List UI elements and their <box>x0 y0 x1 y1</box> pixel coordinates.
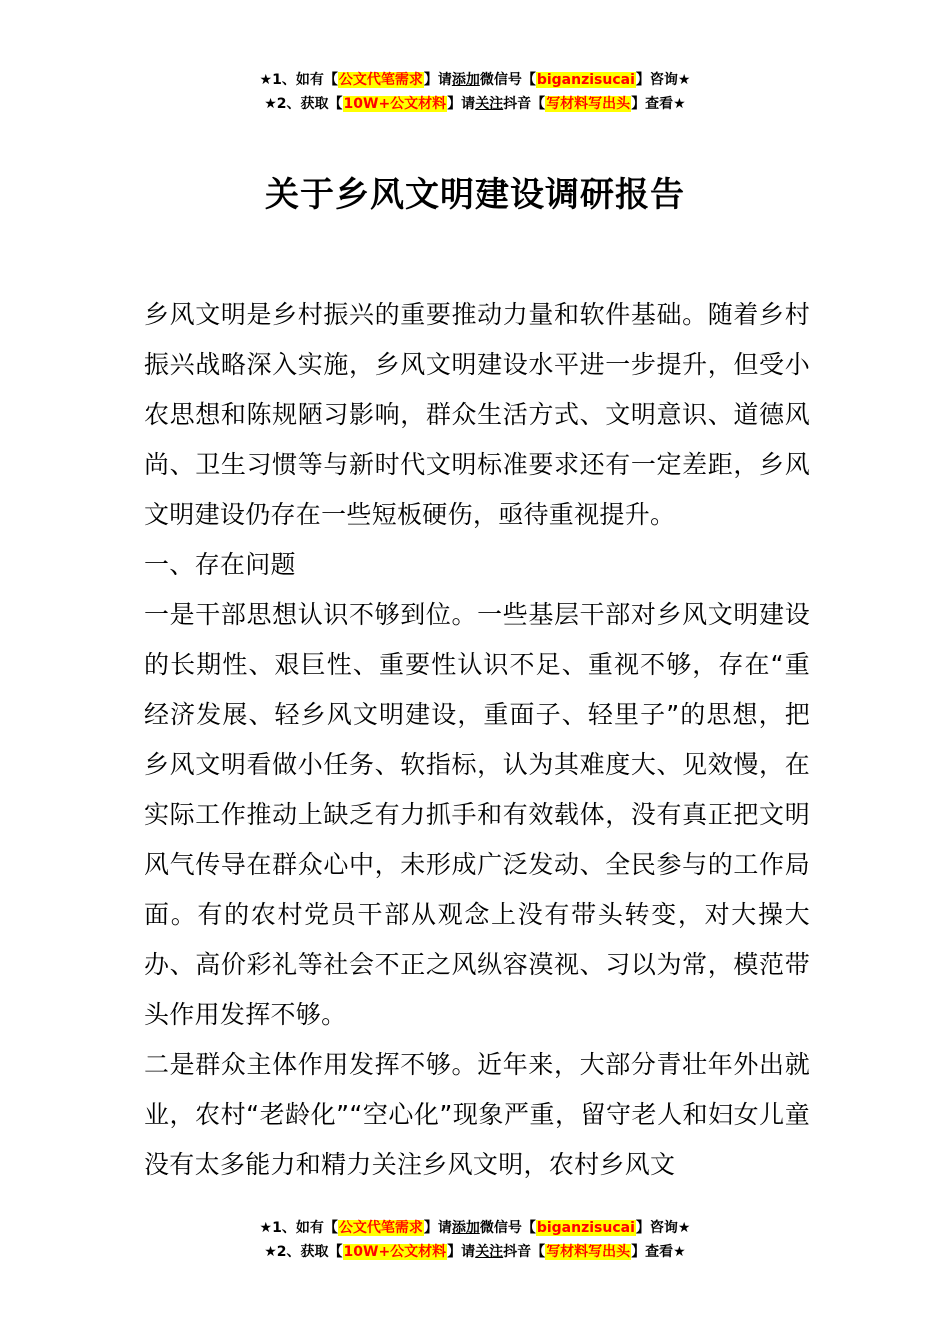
footer-banner-line-2 <box>0 1240 950 1264</box>
footer-l1-mid2: 微信号【 <box>479 1220 536 1236</box>
footer-l2-prefix: ★2、获取【 <box>264 1244 343 1260</box>
footer-l2-mid1: 】请 <box>447 1244 476 1260</box>
section-heading-problems: 一、存在问题 <box>144 550 296 579</box>
header-l2-prefix: ★2、获取【 <box>264 96 343 112</box>
footer-l2-highlight-douyin: 写材料写出头 <box>546 1244 631 1260</box>
footer-l2-mid2: 抖音【 <box>503 1244 546 1260</box>
header-l1-suffix: 】咨询★ <box>635 72 691 88</box>
header-l1-prefix: ★1、如有【 <box>259 72 338 88</box>
header-l2-emph: 关注 <box>475 96 504 112</box>
header-l1-highlight-service: 公文代笔需求 <box>338 72 423 88</box>
footer-l2-suffix: 】查看★ <box>631 1244 686 1260</box>
header-l1-emph: 添加 <box>451 72 480 88</box>
footer-banner-line-1 <box>0 1216 950 1240</box>
header-l2-highlight-materials: 10W+公文材料 <box>343 96 447 112</box>
header-l2-mid1: 】请 <box>447 96 476 112</box>
intro-paragraph: 乡风文明是乡村振兴的重要推动力量和软件基础。随着乡村振兴战略深入实施，乡风文明建设水平进一步提升，但受小农思想和陈规陋习影响，群众生活方式、文明意识、道德风尚、卫生习惯等与新时代文明标准要求还有一定差距，乡风文明建设仍存在一些短板硬伤，亟待重视提升。 <box>144 300 810 529</box>
header-l1-mid2: 微信号【 <box>479 72 536 88</box>
header-banner-line-1 <box>0 68 950 92</box>
footer-l1-highlight-service: 公文代笔需求 <box>338 1220 423 1236</box>
header-l1-highlight-wechat: biganzisucai <box>536 72 635 88</box>
header-l2-highlight-douyin: 写材料写出头 <box>546 96 631 112</box>
document-title: 关于乡风文明建设调研报告 <box>265 174 685 215</box>
header-banner <box>0 68 950 116</box>
footer-banner <box>0 1216 950 1264</box>
header-l1-mid1: 】请 <box>423 72 452 88</box>
footer-l1-highlight-wechat: biganzisucai <box>536 1220 635 1236</box>
header-l2-mid2: 抖音【 <box>503 96 546 112</box>
problem-point-1: 一是干部思想认识不够到位。一些基层干部对乡风文明建设的长期性、艰巨性、重要性认识不足、重视不够，存在“重经济发展、轻乡风文明建设，重面子、轻里子”的思想，把乡风文明看做小任务、软指标，认为其难度大、见效慢，在实际工作推动上缺乏有力抓手和有效载体，没有真正把文明风气传导在群众心中，未形成广泛发动、全民参与的工作局面。有的农村党员干部从观念上没有带头转变，对大操大办、高价彩礼等社会不正之风纵容漠视、习以为常，模范带头作用发挥不够。 <box>144 600 810 1029</box>
footer-l1-emph: 添加 <box>451 1220 480 1236</box>
footer-l2-highlight-materials: 10W+公文材料 <box>343 1244 447 1260</box>
footer-l2-emph: 关注 <box>475 1244 504 1260</box>
header-l2-suffix: 】查看★ <box>631 96 686 112</box>
document-body <box>144 290 810 1190</box>
footer-l1-suffix: 】咨询★ <box>635 1220 691 1236</box>
header-banner-line-2 <box>0 92 950 116</box>
footer-l1-mid1: 】请 <box>423 1220 452 1236</box>
problem-point-2: 二是群众主体作用发挥不够。近年来，大部分青壮年外出就业，农村“老龄化”“空心化”现象严重，留守老人和妇女儿童没有太多能力和精力关注乡风文明，农村乡风文 <box>144 1050 810 1179</box>
footer-l1-prefix: ★1、如有【 <box>259 1220 338 1236</box>
